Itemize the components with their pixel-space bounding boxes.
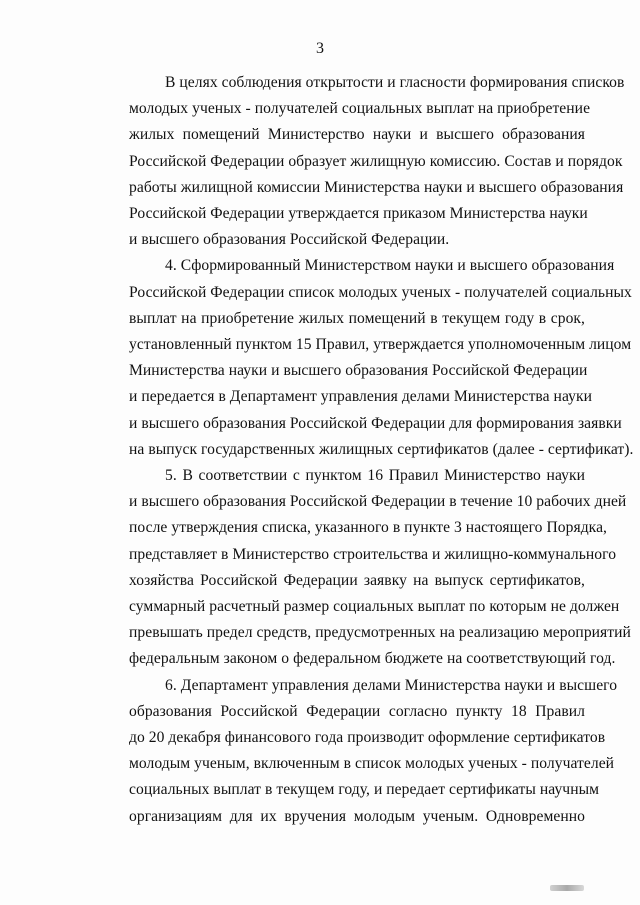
text-line: и высшего образования Российской Федерации.	[129, 231, 450, 249]
text-line: Министерства науки и высшего образования Российской Федерации	[129, 362, 588, 380]
text-line: молодым ученым, включенным в список молодых ученых - получателей	[129, 755, 615, 773]
text-line: 6. Департамент управления делами Министерства науки и высшего	[165, 676, 618, 694]
text-line: образования Российской Федерации согласно пункту 18 Правил	[129, 702, 585, 720]
text-line: установленный пунктом 15 Правил, утверждается уполномоченным лицом	[129, 336, 632, 354]
text-line: организациям для их вручения молодым ученым. Одновременно	[129, 807, 585, 825]
text-line: работы жилищной комиссии Министерства науки и высшего образования	[129, 178, 624, 196]
paragraph-item-6	[93, 673, 618, 830]
text-line: и передается в Департамент управления делами Министерства науки	[129, 388, 592, 406]
text-line: и высшего образования Российской Федерации в течение 10 рабочих дней	[129, 493, 627, 511]
text-line: социальных выплат в текущем году, и передает сертификаты научным	[129, 781, 600, 799]
page-number: 3	[316, 40, 324, 57]
text-line: на выпуск государственных жилищных сертификатов (далее - сертификат).	[129, 440, 634, 458]
text-line: представляет в Министерство строительства и жилищно-коммунального	[129, 545, 617, 563]
text-line: 4. Сформированный Министерством науки и высшего образования	[165, 257, 615, 275]
text-line: жилых помещений Министерство науки и высшего образования	[129, 126, 585, 144]
text-line: выплат на приобретение жилых помещений в текущем году в срок,	[129, 309, 585, 327]
text-line: 5. В соответствии с пунктом 16 Правил Министерство науки	[165, 467, 585, 485]
document-body	[93, 70, 634, 830]
text-line: хозяйства Российской Федерации заявку на выпуск сертификатов,	[129, 571, 585, 589]
scan-artifact	[550, 885, 584, 891]
text-line: федеральным законом о федеральном бюджете на соответствующий год.	[129, 650, 616, 668]
text-line: молодых ученых - получателей социальных выплат на приобретение	[129, 100, 591, 118]
paragraph-item-4	[93, 253, 634, 463]
paragraph-commission	[93, 70, 625, 253]
text-line: Российской Федерации образует жилищную комиссию. Состав и порядок	[129, 152, 623, 170]
text-line: после утверждения списка, указанного в пункте 3 настоящего Порядка,	[129, 519, 607, 537]
text-line: суммарный расчетный размер социальных выплат по которым не должен	[129, 598, 620, 616]
text-line: Российской Федерации список молодых ученых - получателей социальных	[129, 283, 632, 301]
text-line: и высшего образования Российской Федерации для формирования заявки	[129, 414, 622, 432]
text-line: превышать предел средств, предусмотренных на реализацию мероприятий	[129, 624, 631, 642]
paragraph-item-5	[93, 463, 631, 673]
text-line: В целях соблюдения открытости и гласности формирования списков	[165, 74, 625, 91]
text-line: до 20 декабря финансового года производит оформление сертификатов	[129, 729, 606, 747]
text-line: Российской Федерации утверждается приказом Министерства науки	[129, 205, 588, 223]
